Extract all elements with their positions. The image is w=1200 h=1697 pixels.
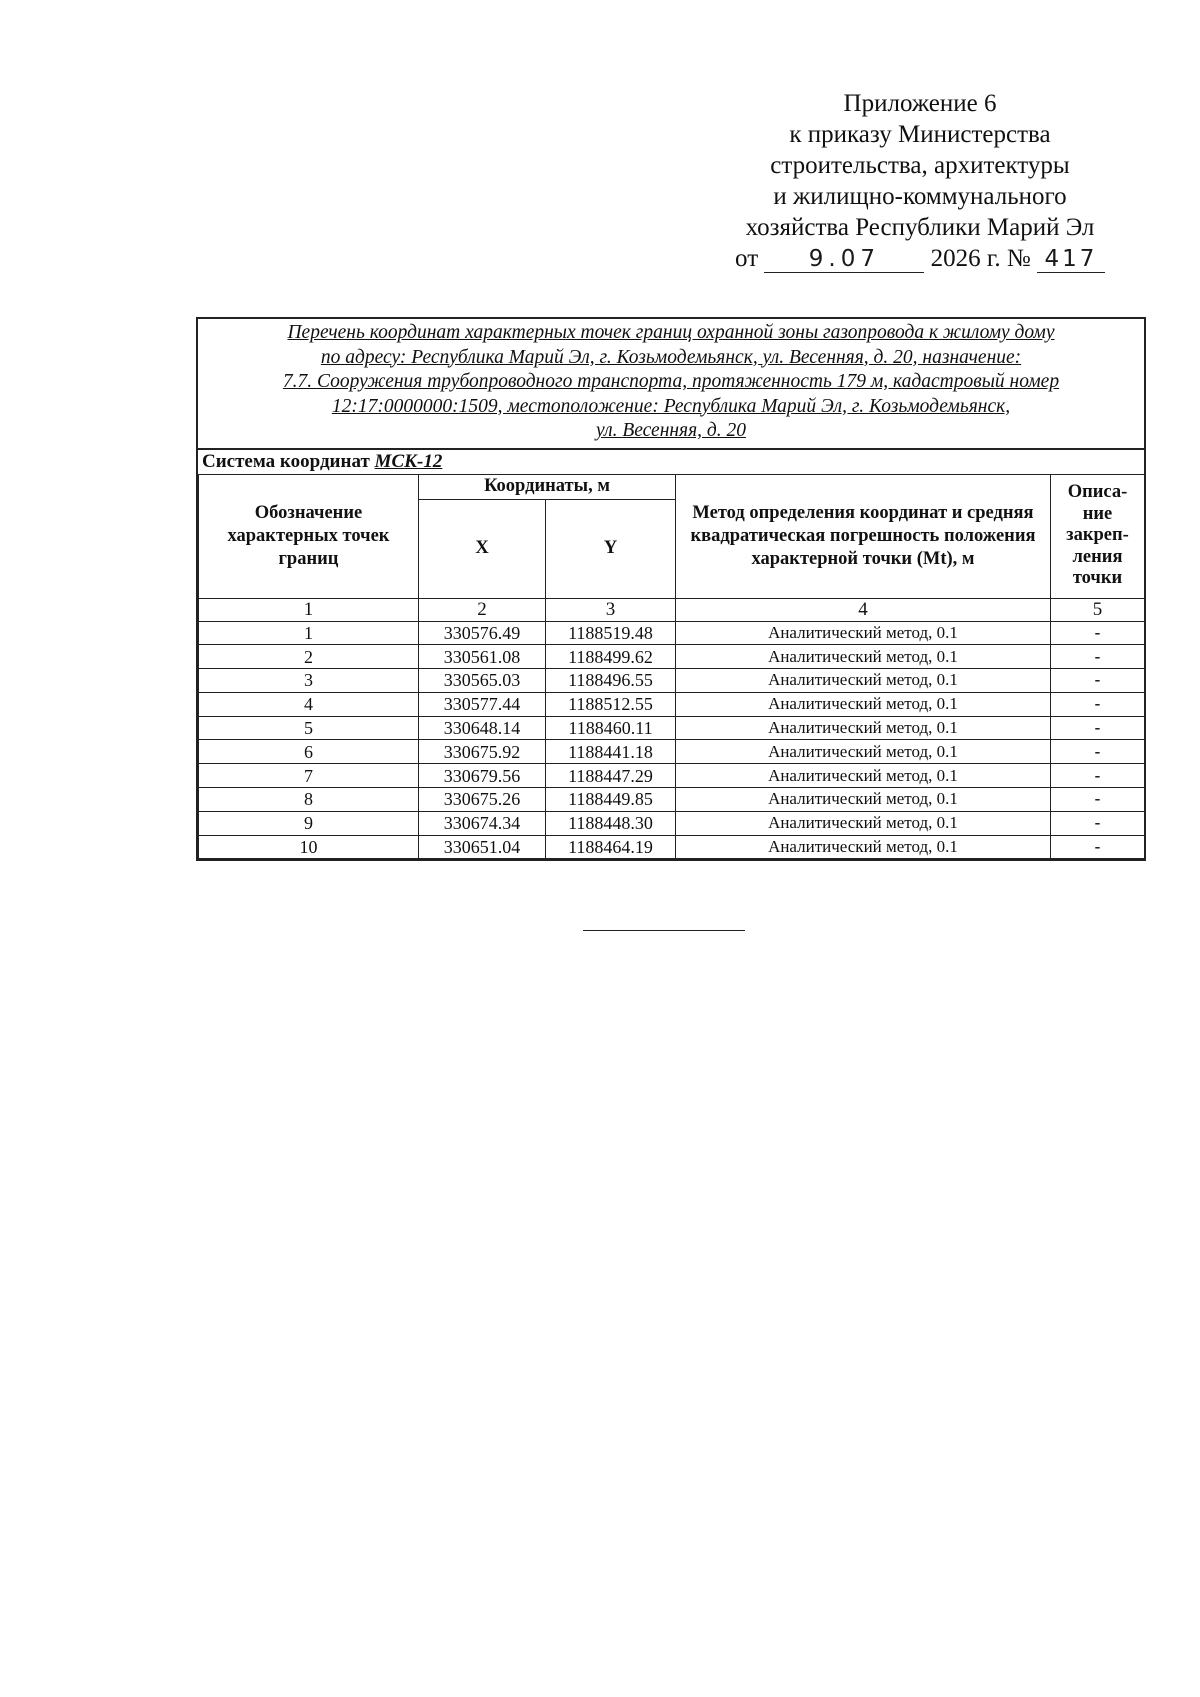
table-row xyxy=(199,811,1145,835)
cell-description: - xyxy=(1051,811,1145,835)
header-description-line: закреп- xyxy=(1066,525,1129,546)
cell-y: 1188441.18 xyxy=(546,740,676,764)
date-prefix: от xyxy=(735,245,759,272)
end-of-document-line xyxy=(583,930,745,931)
column-number: 3 xyxy=(546,598,676,621)
cell-description: - xyxy=(1051,621,1145,645)
cell-x: 330675.26 xyxy=(419,788,546,812)
header-coordinates: Координаты, м xyxy=(419,474,676,499)
cell-method: Аналитический метод, 0.1 xyxy=(676,788,1051,812)
cell-y: 1188448.30 xyxy=(546,811,676,835)
cell-method: Аналитический метод, 0.1 xyxy=(676,621,1051,645)
caption-line: 7.7. Сооружения трубопроводного транспорта, протяженность 179 м, кадастровый номер xyxy=(282,371,1060,392)
cell-description: - xyxy=(1051,645,1145,669)
column-number: 1 xyxy=(199,598,419,621)
header-point: Обозначение характерных точек границ xyxy=(199,474,419,598)
table-row xyxy=(199,716,1145,740)
handwritten-order-number: 417 xyxy=(1037,246,1105,273)
cell-description: - xyxy=(1051,692,1145,716)
header-method: Метод определения координат и средняя квадратическая погрешность положения характерной точки (Mt), м xyxy=(676,474,1051,598)
cell-point: 2 xyxy=(199,645,419,669)
table-row xyxy=(199,645,1145,669)
cell-method: Аналитический метод, 0.1 xyxy=(676,811,1051,835)
cell-y: 1188496.55 xyxy=(546,669,676,693)
coordinate-system-line xyxy=(198,450,1144,474)
header-x: X xyxy=(419,499,546,598)
cell-method: Аналитический метод, 0.1 xyxy=(676,669,1051,693)
cell-x: 330651.04 xyxy=(419,835,546,859)
cell-description: - xyxy=(1051,835,1145,859)
cell-y: 1188519.48 xyxy=(546,621,676,645)
caption-line: 12:17:0000000:1509, местоположение: Республика Марий Эл, г. Козьмодемьянск, xyxy=(331,395,1011,417)
cell-x: 330565.03 xyxy=(419,669,546,693)
header-description-line: ления xyxy=(1072,546,1123,567)
cell-point: 3 xyxy=(199,669,419,693)
header-description-line: Описа- xyxy=(1067,482,1128,503)
cell-method: Аналитический метод, 0.1 xyxy=(676,692,1051,716)
cell-point: 10 xyxy=(199,835,419,859)
column-number: 5 xyxy=(1051,598,1145,621)
caption-line: ул. Весенняя, д. 20 xyxy=(595,420,747,441)
appendix-header xyxy=(705,88,1135,274)
column-number: 2 xyxy=(419,598,546,621)
cell-method: Аналитический метод, 0.1 xyxy=(676,764,1051,788)
cell-x: 330675.92 xyxy=(419,740,546,764)
coordinates-table xyxy=(198,474,1145,860)
cell-y: 1188464.19 xyxy=(546,835,676,859)
cell-point: 7 xyxy=(199,764,419,788)
column-number: 4 xyxy=(676,598,1051,621)
table-caption xyxy=(198,319,1144,450)
header-line: строительства, архитектуры xyxy=(770,152,1070,179)
cell-y: 1188449.85 xyxy=(546,788,676,812)
cell-x: 330577.44 xyxy=(419,692,546,716)
cell-y: 1188499.62 xyxy=(546,645,676,669)
cell-point: 6 xyxy=(199,740,419,764)
cell-x: 330679.56 xyxy=(419,764,546,788)
cell-description: - xyxy=(1051,764,1145,788)
table-row xyxy=(199,621,1145,645)
cell-description: - xyxy=(1051,716,1145,740)
order-date-line xyxy=(705,243,1135,274)
header-line: хозяйства Республики Марий Эл xyxy=(745,214,1095,241)
cell-point: 5 xyxy=(199,716,419,740)
header-description xyxy=(1051,474,1145,598)
cell-x: 330674.34 xyxy=(419,811,546,835)
table-row xyxy=(199,740,1145,764)
cell-point: 1 xyxy=(199,621,419,645)
table-row xyxy=(199,835,1145,859)
cell-x: 330648.14 xyxy=(419,716,546,740)
table-row xyxy=(199,788,1145,812)
header-description-line: точки xyxy=(1072,568,1123,589)
header-y: Y xyxy=(546,499,676,598)
coordinate-system-value: МСК-12 xyxy=(374,450,443,472)
header-line: Приложение 6 xyxy=(843,90,997,117)
cell-y: 1188512.55 xyxy=(546,692,676,716)
cell-description: - xyxy=(1051,788,1145,812)
cell-description: - xyxy=(1051,740,1145,764)
cell-x: 330576.49 xyxy=(419,621,546,645)
cell-y: 1188460.11 xyxy=(546,716,676,740)
cell-method: Аналитический метод, 0.1 xyxy=(676,740,1051,764)
year-text: 2026 г. № xyxy=(930,245,1031,272)
cell-method: Аналитический метод, 0.1 xyxy=(676,835,1051,859)
cell-point: 4 xyxy=(199,692,419,716)
table-row xyxy=(199,764,1145,788)
cell-y: 1188447.29 xyxy=(546,764,676,788)
table-row xyxy=(199,692,1145,716)
cell-point: 9 xyxy=(199,811,419,835)
coordinate-system-label: Система координат xyxy=(202,450,370,472)
header-line: и жилищно-коммунального xyxy=(773,183,1067,210)
table-row xyxy=(199,669,1145,693)
column-numbers-row xyxy=(199,598,1145,621)
handwritten-date: 9.07 xyxy=(764,246,924,273)
header-description-line: ние xyxy=(1082,503,1113,524)
cell-x: 330561.08 xyxy=(419,645,546,669)
caption-line: Перечень координат характерных точек границ охранной зоны газопровода к жилому дому xyxy=(287,322,1055,343)
caption-line: по адресу: Республика Марий Эл, г. Козьмодемьянск, ул. Весенняя, д. 20, назначение: xyxy=(320,346,1022,368)
cell-method: Аналитический метод, 0.1 xyxy=(676,645,1051,669)
cell-method: Аналитический метод, 0.1 xyxy=(676,716,1051,740)
coordinates-frame xyxy=(196,317,1146,861)
cell-point: 8 xyxy=(199,788,419,812)
header-line: к приказу Министерства xyxy=(789,121,1051,148)
cell-description: - xyxy=(1051,669,1145,693)
